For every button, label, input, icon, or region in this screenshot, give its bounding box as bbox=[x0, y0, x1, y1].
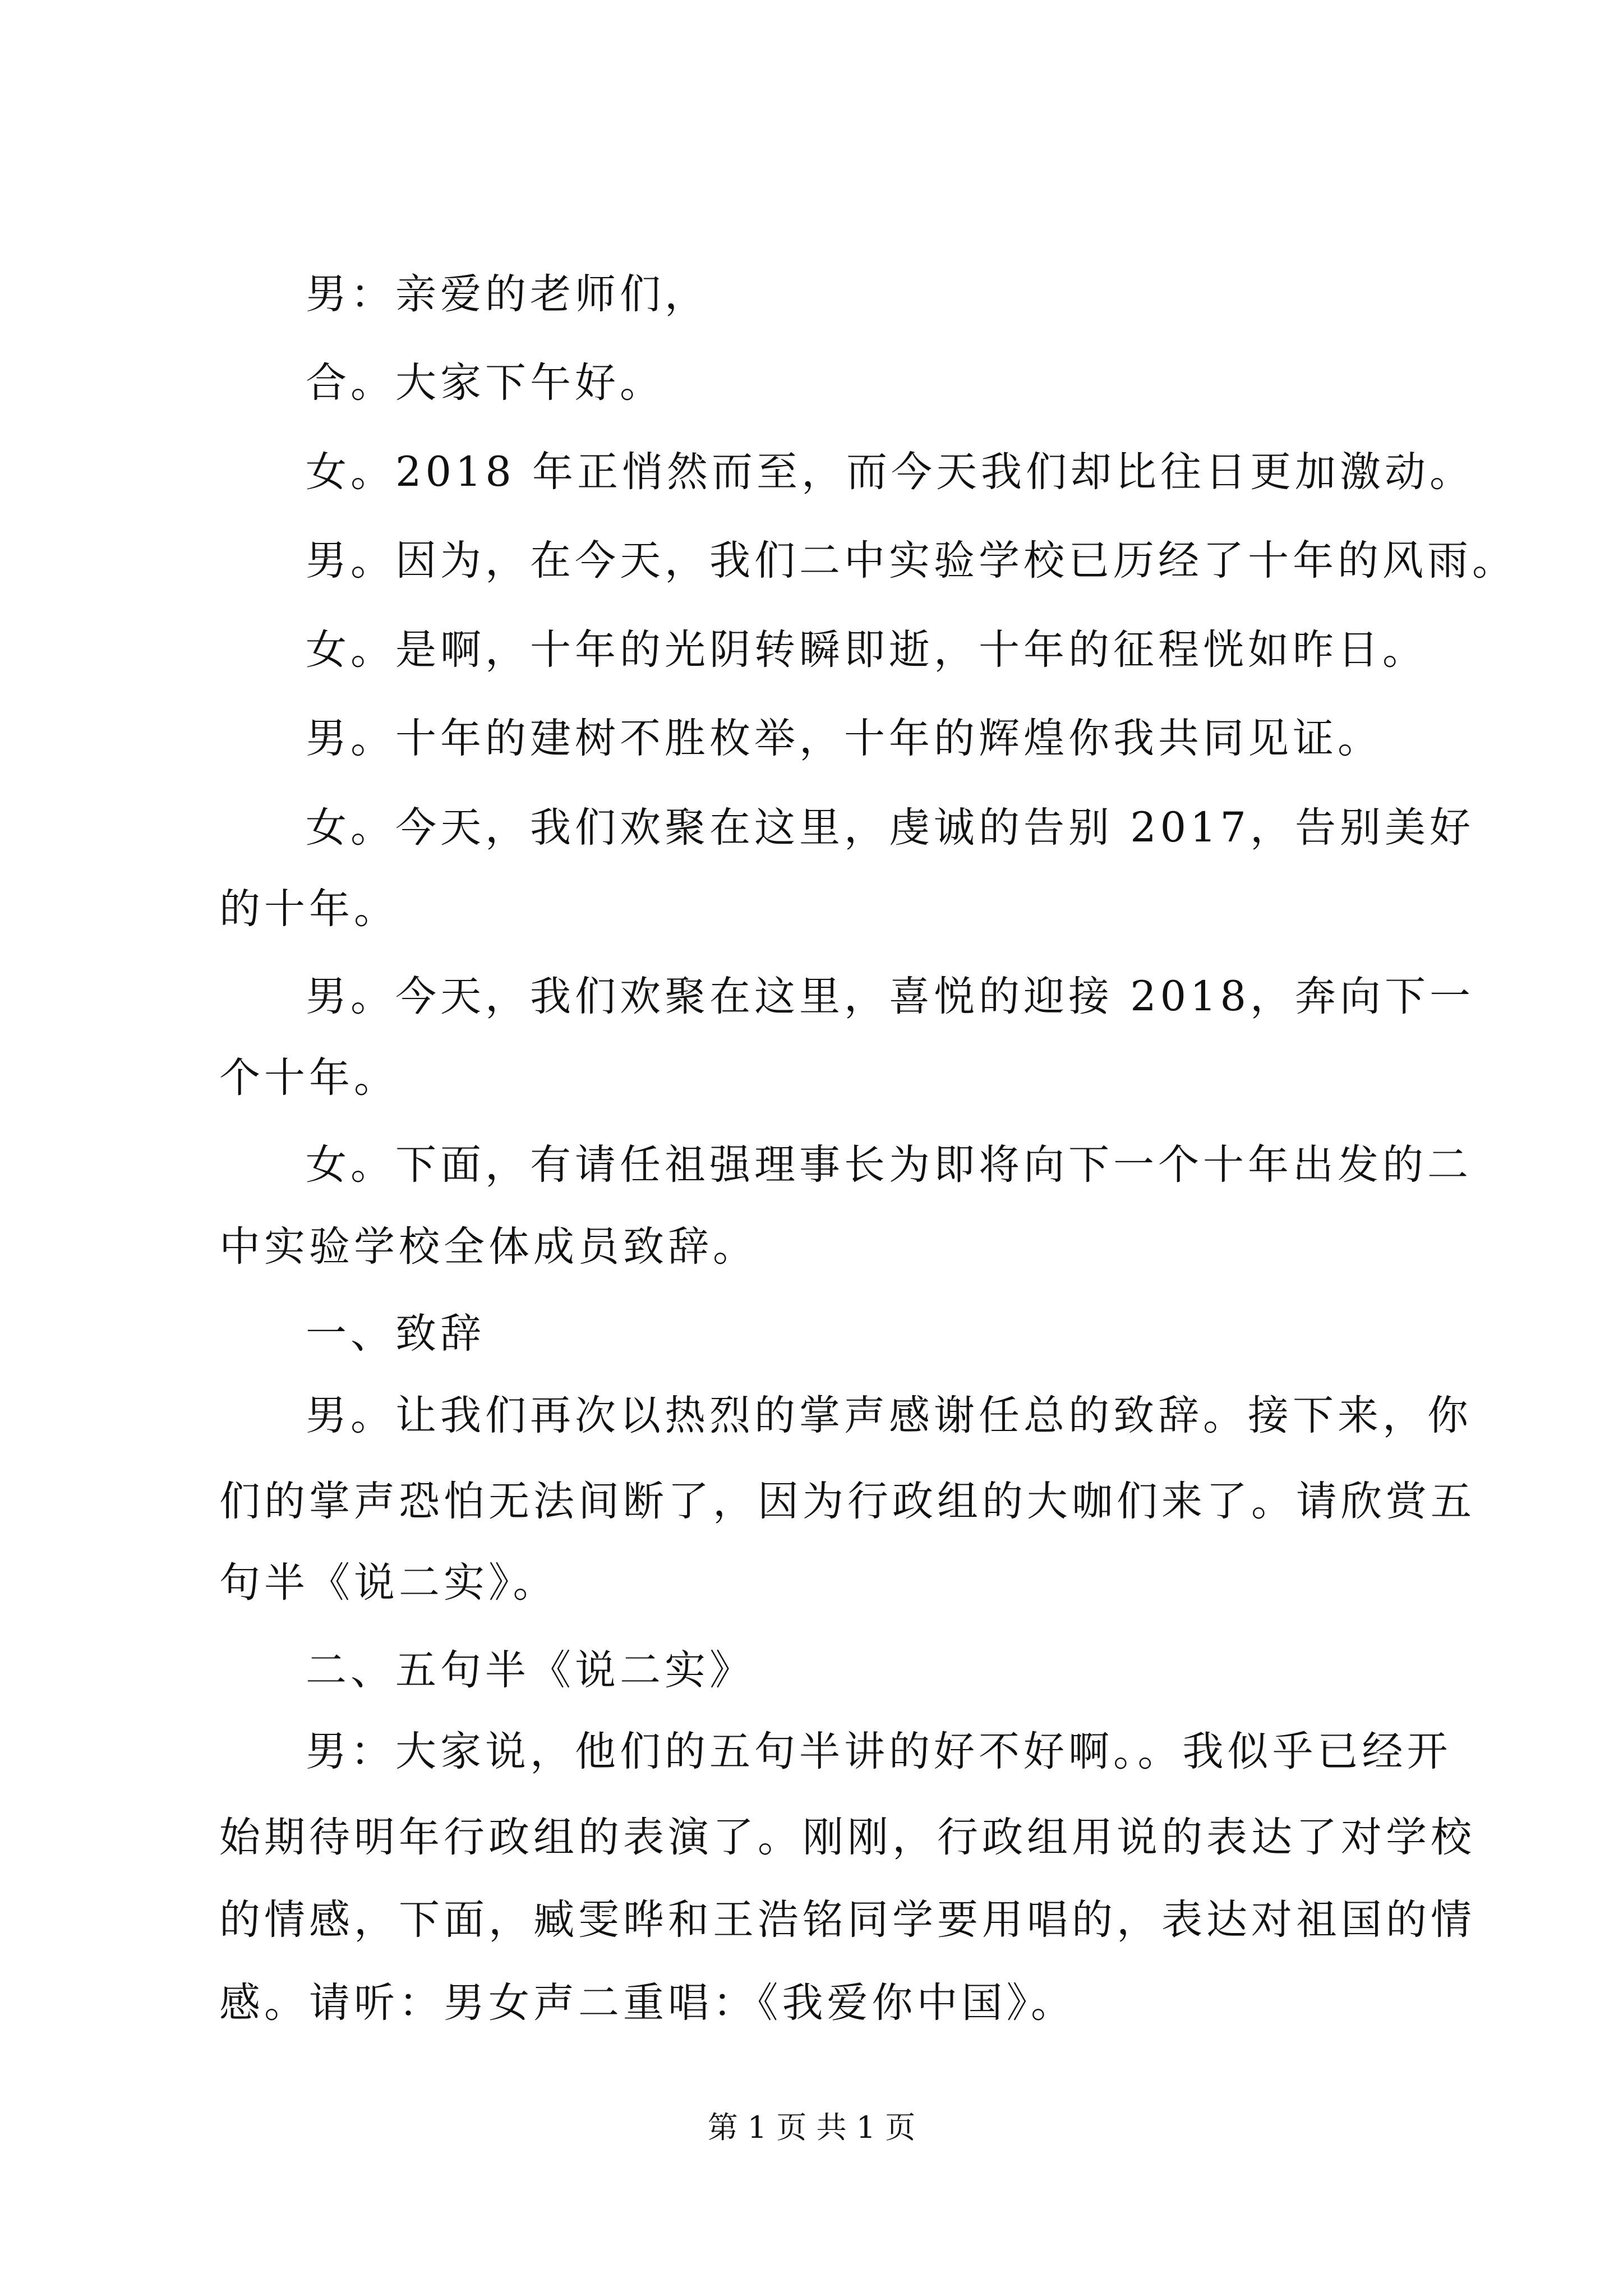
section-heading: 二、五句半《说二实》 bbox=[306, 1646, 754, 1694]
text-line: 男。今天，我们欢聚在这里，喜悦的迎接 2018，奔向下一 bbox=[306, 973, 1474, 1020]
text-line: 男。让我们再次以热烈的掌声感谢任总的致辞。接下来，你 bbox=[306, 1392, 1472, 1439]
text-line: 男。十年的建树不胜枚举，十年的辉煌你我共同见证。 bbox=[306, 715, 1382, 762]
text-line: 男：亲爱的老师们， bbox=[306, 270, 709, 318]
text-line: 中实验学校全体成员致辞。 bbox=[219, 1223, 758, 1271]
text-line: 句半《说二实》。 bbox=[219, 1559, 558, 1607]
text-line: 始期待明年行政组的表演了。刚刚，行政组用说的表达了对学校 bbox=[219, 1814, 1476, 1861]
text-line: 合。大家下午好。 bbox=[306, 359, 665, 407]
text-line: 男。因为，在今天，我们二中实验学校已历经了十年的风雨。 bbox=[306, 537, 1517, 585]
text-line: 感。请听：男女声二重唱：《我爱你中国》。 bbox=[219, 1979, 1076, 2027]
page-footer: 第 1 页 共 1 页 bbox=[707, 2110, 916, 2145]
text-line: 个十年。 bbox=[219, 1054, 399, 1102]
text-line: 女。2018 年正悄然而至，而今天我们却比往日更加激动。 bbox=[306, 448, 1474, 496]
section-heading: 一、致辞 bbox=[306, 1310, 485, 1358]
text-line: 的十年。 bbox=[219, 885, 399, 933]
text-line: 女。下面，有请任祖强理事长为即将向下一个十年出发的二 bbox=[306, 1141, 1472, 1189]
text-line: 女。是啊，十年的光阴转瞬即逝，十年的征程恍如昨日。 bbox=[306, 626, 1427, 674]
text-line: 男：大家说，他们的五句半讲的好不好啊。。我似乎已经开 bbox=[306, 1728, 1452, 1775]
text-line: 女。今天，我们欢聚在这里，虔诚的告别 2017，告别美好 bbox=[306, 804, 1474, 852]
text-line: 的情感，下面，臧雯晔和王浩铭同学要用唱的，表达对祖国的情 bbox=[219, 1896, 1476, 1944]
text-line: 们的掌声恐怕无法间断了，因为行政组的大咖们来了。请欣赏五 bbox=[219, 1478, 1476, 1525]
